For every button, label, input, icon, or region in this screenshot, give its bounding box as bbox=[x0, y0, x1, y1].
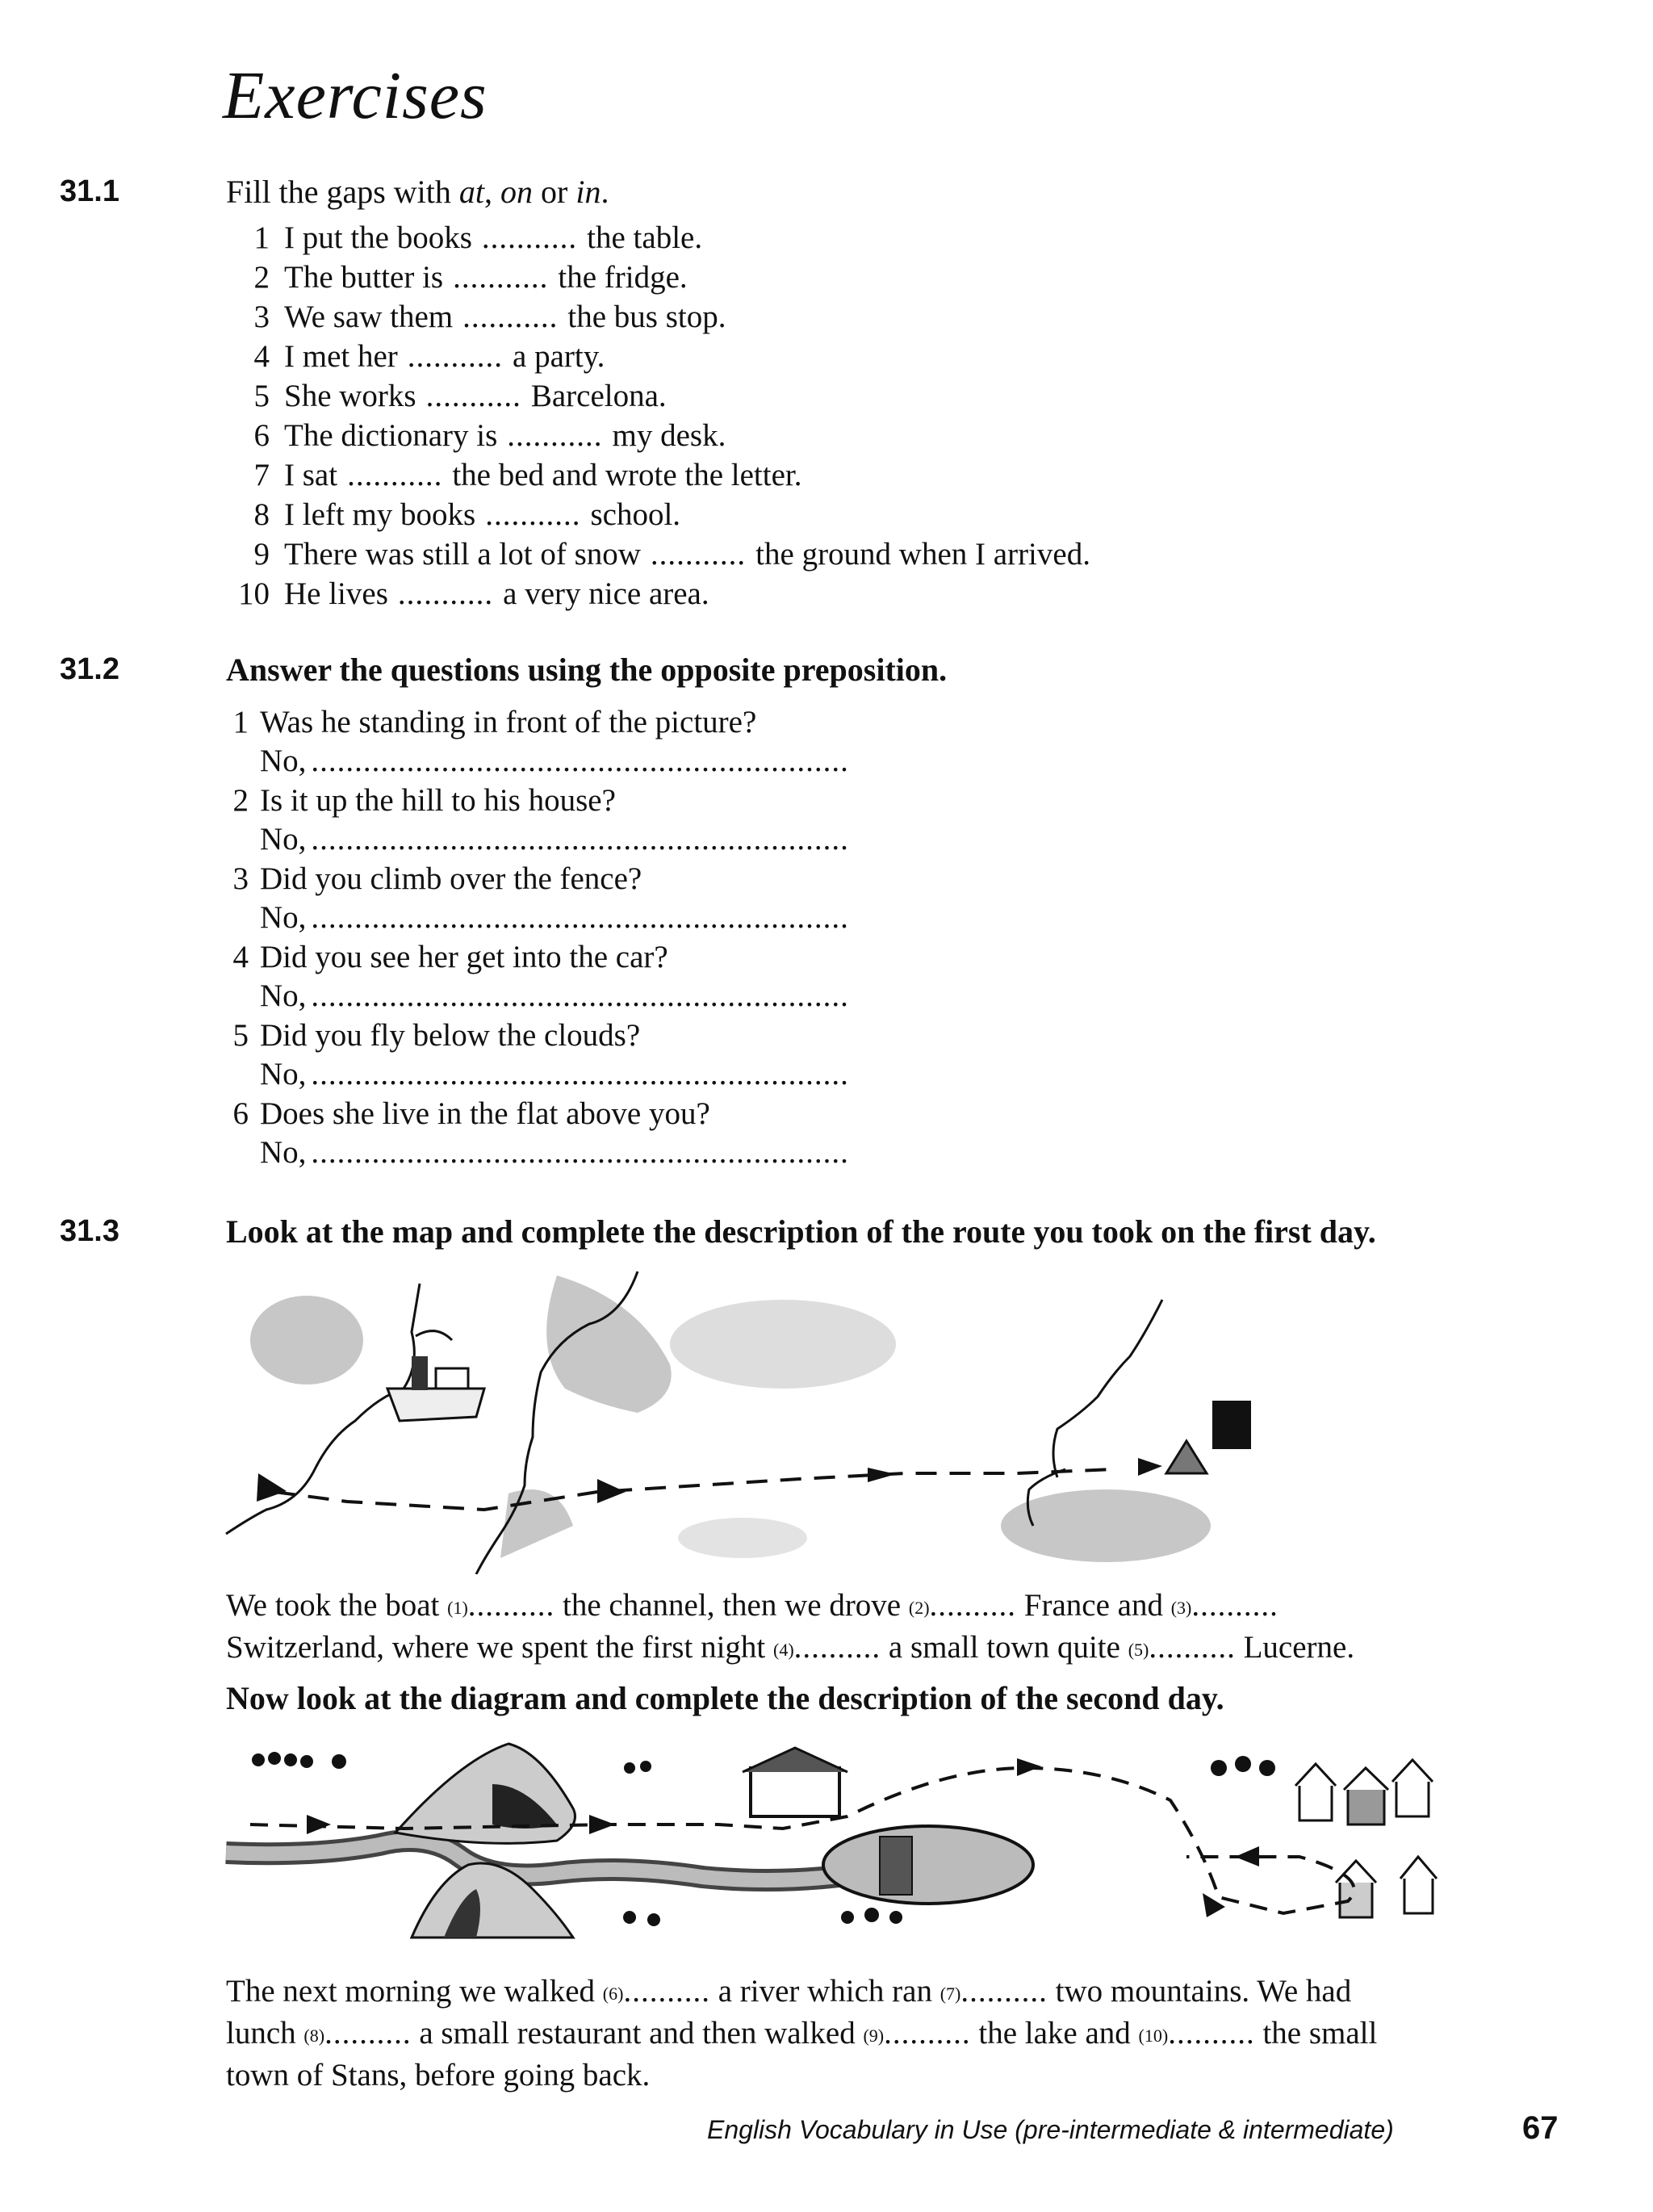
gap-dots: .......... bbox=[1191, 1588, 1278, 1623]
exercise-instruction-31-1: Fill the gaps with at, on or in. bbox=[226, 174, 609, 210]
item-text: He lives bbox=[284, 576, 388, 611]
gap-dots: ........... bbox=[407, 339, 504, 374]
question-text: Is it up the hill to his house? bbox=[260, 783, 616, 818]
answer-prefix: No, bbox=[260, 1057, 307, 1091]
restaurant-icon bbox=[743, 1748, 847, 1816]
paragraph-line bbox=[226, 2013, 1558, 2055]
item-number: 6 bbox=[232, 1096, 249, 1131]
paragraph-line bbox=[226, 1971, 1558, 2013]
item-text: the table. bbox=[587, 220, 703, 255]
gap-dots: ........... bbox=[485, 497, 581, 532]
gap-number: (8) bbox=[303, 2026, 325, 2046]
text: Lucerne. bbox=[1235, 1630, 1355, 1665]
route-map-illustration bbox=[218, 1267, 1259, 1574]
item-number: 3 bbox=[232, 861, 249, 896]
item-number: 8 bbox=[253, 497, 270, 532]
answer-dots: .............................................................. bbox=[311, 900, 849, 935]
answer-line bbox=[260, 978, 849, 1014]
answer-prefix: No, bbox=[260, 744, 307, 778]
gap-dots: .......... bbox=[1149, 1630, 1236, 1665]
item-number: 1 bbox=[232, 705, 249, 739]
gap-number: (2) bbox=[908, 1598, 930, 1618]
answer-line bbox=[260, 1134, 849, 1171]
gap-dots: ........... bbox=[425, 379, 521, 413]
item-number: 7 bbox=[253, 458, 270, 492]
gap-number: (9) bbox=[863, 2026, 885, 2046]
word-in: in bbox=[575, 174, 601, 210]
item-number: 5 bbox=[232, 1018, 249, 1053]
answer-dots: .............................................................. bbox=[311, 1135, 849, 1170]
text: a river which ran bbox=[709, 1974, 940, 2009]
item-text: I put the books bbox=[284, 220, 472, 255]
gap-dots: .......... bbox=[324, 2016, 412, 2051]
word-at: at bbox=[458, 174, 485, 210]
question-text: Did you climb over the fence? bbox=[260, 861, 642, 896]
question-item bbox=[216, 1096, 710, 1132]
text: We took the boat bbox=[226, 1588, 448, 1623]
item-number: 9 bbox=[253, 537, 270, 572]
text: two mountains. We had bbox=[1047, 1974, 1352, 2009]
gap-dots: ........... bbox=[397, 576, 494, 611]
item-text: I met her bbox=[284, 339, 398, 374]
town-houses-icon bbox=[1295, 1760, 1437, 1917]
item-text: There was still a lot of snow bbox=[284, 537, 641, 572]
gap-dots: ........... bbox=[650, 537, 747, 572]
exercise-item bbox=[228, 299, 726, 335]
exercise-item bbox=[228, 457, 801, 493]
gap-dots: ........... bbox=[462, 300, 559, 334]
exercise-item bbox=[228, 338, 605, 375]
question-text: Does she live in the flat above you? bbox=[260, 1096, 710, 1131]
exercise-item bbox=[228, 220, 702, 256]
item-text: She works bbox=[284, 379, 416, 413]
route-line bbox=[257, 1458, 1162, 1510]
exercise-instruction-31-2: Answer the questions using the opposite preposition. bbox=[226, 651, 948, 688]
diagram-instruction: Now look at the diagram and complete the description of the second day. bbox=[226, 1680, 1224, 1716]
item-text: the fridge. bbox=[558, 260, 688, 295]
lake-icon bbox=[823, 1826, 1033, 1904]
gap-number: (4) bbox=[773, 1640, 794, 1660]
answer-dots: .............................................................. bbox=[311, 744, 849, 778]
item-text: school. bbox=[590, 497, 681, 532]
question-text: Did you fly below the clouds? bbox=[260, 1018, 641, 1053]
question-item bbox=[216, 861, 642, 897]
gap-dots: .......... bbox=[467, 1588, 555, 1623]
gap-dots: ........... bbox=[481, 220, 578, 255]
text: The next morning we walked bbox=[226, 1974, 603, 2009]
item-text: I sat bbox=[284, 458, 338, 492]
question-text: Was he standing in front of the picture? bbox=[260, 705, 757, 739]
exercise-number-31-3: 31.3 bbox=[60, 1214, 119, 1248]
map-shading bbox=[250, 1276, 1211, 1562]
instruction-text: Fill the gaps with bbox=[226, 174, 459, 210]
second-day-diagram-illustration bbox=[218, 1736, 1493, 1954]
exercise-item bbox=[228, 536, 1090, 572]
exercise-item bbox=[228, 496, 680, 533]
paragraph-line bbox=[226, 1628, 1558, 1669]
gap-number: (3) bbox=[1170, 1598, 1192, 1618]
item-text: I left my books bbox=[284, 497, 476, 532]
answer-dots: .............................................................. bbox=[311, 978, 849, 1013]
paragraph-line bbox=[226, 1586, 1558, 1628]
gap-number: (6) bbox=[602, 1984, 624, 2004]
book-title-footer: English Vocabulary in Use (pre-intermediate & intermediate) bbox=[707, 2115, 1394, 2144]
item-text: Barcelona. bbox=[530, 379, 667, 413]
answer-line bbox=[260, 821, 849, 857]
text: a small restaurant and then walked bbox=[411, 2016, 864, 2051]
answer-prefix: No, bbox=[260, 822, 307, 857]
text: the small bbox=[1254, 2016, 1378, 2051]
answer-dots: .............................................................. bbox=[311, 1057, 849, 1091]
item-text: my desk. bbox=[612, 418, 726, 453]
item-number: 6 bbox=[253, 418, 270, 453]
instruction-text: . bbox=[601, 174, 609, 210]
question-item bbox=[216, 782, 616, 819]
item-text: the bus stop. bbox=[567, 300, 726, 334]
destination-triangle bbox=[1166, 1441, 1207, 1473]
answer-line bbox=[260, 743, 849, 779]
text: a small town quite bbox=[881, 1630, 1128, 1665]
gap-number: (1) bbox=[447, 1598, 468, 1618]
gap-dots: .......... bbox=[884, 2016, 971, 2051]
item-number: 10 bbox=[238, 576, 270, 611]
item-text: The dictionary is bbox=[284, 418, 498, 453]
gap-dots: .......... bbox=[623, 1974, 710, 2009]
map-description-paragraph bbox=[226, 1586, 1558, 1669]
exercise-item bbox=[228, 259, 688, 295]
text: the lake and bbox=[970, 2016, 1139, 2051]
gap-dots: .......... bbox=[793, 1630, 881, 1665]
gap-dots: ........... bbox=[453, 260, 549, 295]
paragraph-line: town of Stans, before going back. bbox=[226, 2058, 651, 2093]
question-item bbox=[216, 1017, 640, 1054]
text: lunch bbox=[226, 2016, 304, 2051]
gap-dots: .......... bbox=[929, 1588, 1017, 1623]
item-number: 2 bbox=[232, 783, 249, 818]
answer-dots: .............................................................. bbox=[311, 822, 849, 857]
item-number: 4 bbox=[253, 339, 270, 374]
gap-number: (10) bbox=[1138, 2026, 1169, 2046]
exercise-item bbox=[228, 417, 726, 454]
answer-line bbox=[260, 899, 849, 936]
item-text: the bed and wrote the letter. bbox=[452, 458, 802, 492]
gap-dots: ........... bbox=[507, 418, 603, 453]
exercise-instruction-31-3: Look at the map and complete the description of the route you took on the first day. bbox=[226, 1213, 1376, 1250]
page-number: 67 bbox=[1522, 2110, 1559, 2146]
boat-icon bbox=[387, 1331, 484, 1421]
destination-square bbox=[1212, 1401, 1251, 1449]
item-text: The butter is bbox=[284, 260, 444, 295]
exercise-number-31-2: 31.2 bbox=[60, 652, 119, 686]
exercise-item bbox=[228, 576, 709, 612]
gap-dots: .......... bbox=[1168, 2016, 1255, 2051]
question-text: Did you see her get into the car? bbox=[260, 940, 668, 974]
page-title: Exercises bbox=[223, 58, 488, 133]
answer-prefix: No, bbox=[260, 978, 307, 1013]
diagram-description-paragraph bbox=[226, 1971, 1558, 2095]
item-number: 1 bbox=[253, 220, 270, 255]
gap-dots: ........... bbox=[347, 458, 443, 492]
question-item bbox=[216, 704, 756, 740]
exercise-item bbox=[228, 378, 667, 414]
item-number: 3 bbox=[253, 300, 270, 334]
item-text: the ground when I arrived. bbox=[755, 537, 1090, 572]
word-on: on bbox=[500, 174, 534, 210]
gap-dots: .......... bbox=[960, 1974, 1048, 2009]
gap-number: (7) bbox=[939, 1984, 961, 2004]
answer-line bbox=[260, 1056, 849, 1092]
item-text: a party. bbox=[513, 339, 605, 374]
text: Switzerland, where we spent the first night bbox=[226, 1630, 773, 1665]
text: the channel, then we drove bbox=[554, 1588, 909, 1623]
item-number: 2 bbox=[253, 260, 270, 295]
answer-prefix: No, bbox=[260, 1135, 307, 1170]
exercise-number-31-1: 31.1 bbox=[60, 174, 119, 208]
gap-number: (5) bbox=[1128, 1640, 1149, 1660]
text: France and bbox=[1016, 1588, 1171, 1623]
item-text: We saw them bbox=[284, 300, 454, 334]
answer-prefix: No, bbox=[260, 900, 307, 935]
instruction-text: or bbox=[533, 174, 576, 210]
item-number: 5 bbox=[253, 379, 270, 413]
item-text: a very nice area. bbox=[503, 576, 709, 611]
question-item bbox=[216, 939, 668, 975]
item-number: 4 bbox=[232, 940, 249, 974]
